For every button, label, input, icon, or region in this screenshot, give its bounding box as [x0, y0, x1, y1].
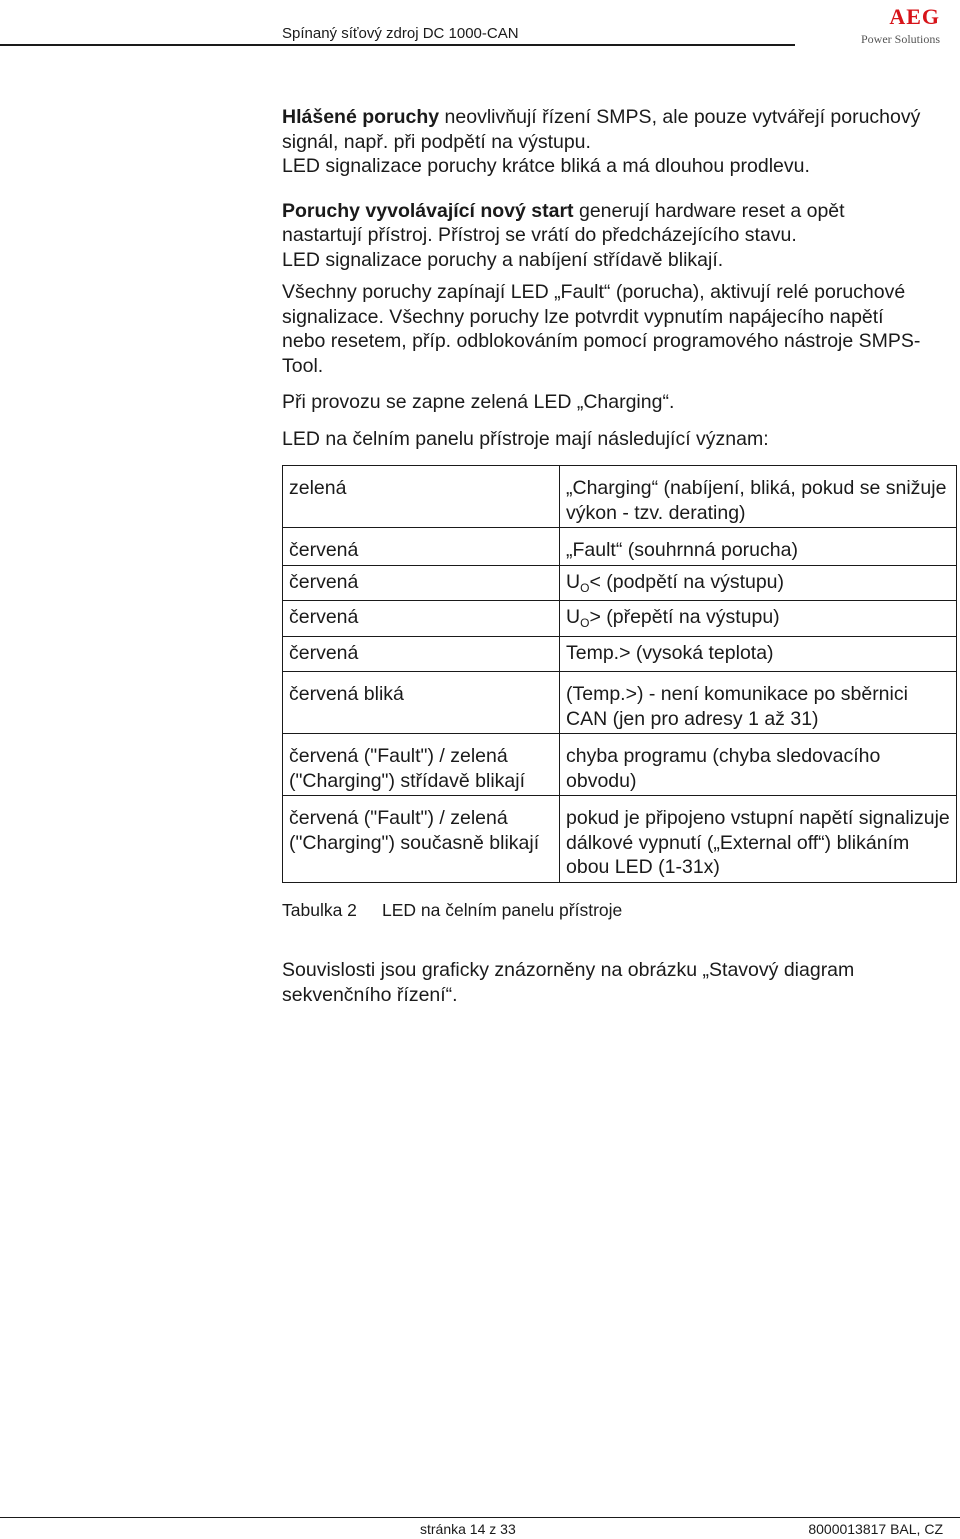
paragraph-all-faults: Všechny poruchy zapínají LED „Fault“ (porucha), aktivují relé poruchové signalizace. Všechny poruchy lze potvrdit vypnutím napájecího napětí nebo resetem, příp. odblokováním pomocí programového nástroje SMPS-Tool. [282, 281, 921, 377]
table-row [283, 466, 957, 528]
paragraph-restart-faults-led: LED signalizace poruchy a nabíjení střídavě blikají. [282, 248, 724, 271]
table-caption [282, 900, 622, 921]
main-content [282, 105, 922, 451]
term-restart-faults: Poruchy vyvolávající nový start [282, 199, 574, 222]
led-color-cell: červená ("Fault") / zelená ("Charging") střídavě blikají [283, 734, 560, 796]
led-meaning-cell: „Charging“ (nabíjení, bliká, pokud se snižuje výkon - tzv. derating) [560, 466, 957, 528]
led-color-cell: červená [283, 636, 560, 672]
paragraph-charging-led: Při provozu se zapne zelená LED „Charging“. [282, 391, 675, 413]
table-row [283, 636, 957, 672]
logo-brand: AEG [889, 4, 940, 29]
table-caption-number: Tabulka 2 [282, 900, 357, 920]
table-row [283, 528, 957, 566]
led-color-cell: červená [283, 565, 560, 601]
led-meaning-cell: „Fault“ (souhrnná porucha) [560, 528, 957, 566]
led-color-cell: červená [283, 528, 560, 566]
table-row [283, 672, 957, 734]
logo-subtitle: Power Solutions [860, 32, 940, 46]
page-number: stránka 14 z 33 [420, 1521, 516, 1537]
table-row [283, 565, 957, 601]
term-reported-faults: Hlášené poruchy [282, 106, 440, 128]
led-meaning-cell: chyba programu (chyba sledovacího obvodu) [560, 734, 957, 796]
company-logo [840, 6, 940, 47]
paragraph-restart-faults: Poruchy vyvolávající nový start generují hardware reset a opět nastartují přístroj. Přístroj se vrátí do předcházejícího stavu. [282, 199, 845, 246]
table-row [283, 796, 957, 883]
paragraph-reported-faults-led: LED signalizace poruchy krátce bliká a má dlouhou prodlevu. [282, 155, 810, 177]
led-meaning-cell: Temp.> (vysoká teplota) [560, 636, 957, 672]
paragraph-led-intro: LED na čelním panelu přístroje mají následující význam: [282, 427, 769, 450]
led-color-cell: červená ("Fault") / zelená ("Charging") současně blikají [283, 796, 560, 883]
header-rule [0, 44, 795, 46]
led-color-cell: zelená [283, 466, 560, 528]
led-meaning-cell: (Temp.>) - není komunikace po sběrnici CAN (jen pro adresy 1 až 31) [560, 672, 957, 734]
footer-rule [0, 1517, 960, 1518]
document-id: 8000013817 BAL, CZ [808, 1521, 943, 1537]
led-color-cell: červená [283, 601, 560, 637]
table-row [283, 734, 957, 796]
led-meaning-cell: $U_O>$ (přepětí na výstupu) [560, 601, 957, 637]
led-meaning-cell: pokud je připojeno vstupní napětí signalizuje dálkové vypnutí („External off“) blikáním obou LED (1-31x) [560, 796, 957, 883]
table-row [283, 601, 957, 637]
paragraph-state-diagram-reference: Souvislosti jsou graficky znázorněny na obrázku „Stavový diagram sekvenčního řízení“. [282, 959, 855, 1006]
led-meaning-table [282, 465, 957, 883]
document-header-title: Spínaný síťový zdroj DC 1000-CAN [282, 25, 519, 42]
table-caption-text: LED na čelním panelu přístroje [382, 900, 623, 920]
paragraph-reported-faults: Hlášené poruchy neovlivňují řízení SMPS, ale pouze vytvářejí poruchový signál, např. při podpětí na výstupu. [282, 106, 921, 153]
led-color-cell: červená bliká [283, 672, 560, 734]
led-meaning-cell: $U_O<$ (podpětí na výstupu) [560, 565, 957, 601]
